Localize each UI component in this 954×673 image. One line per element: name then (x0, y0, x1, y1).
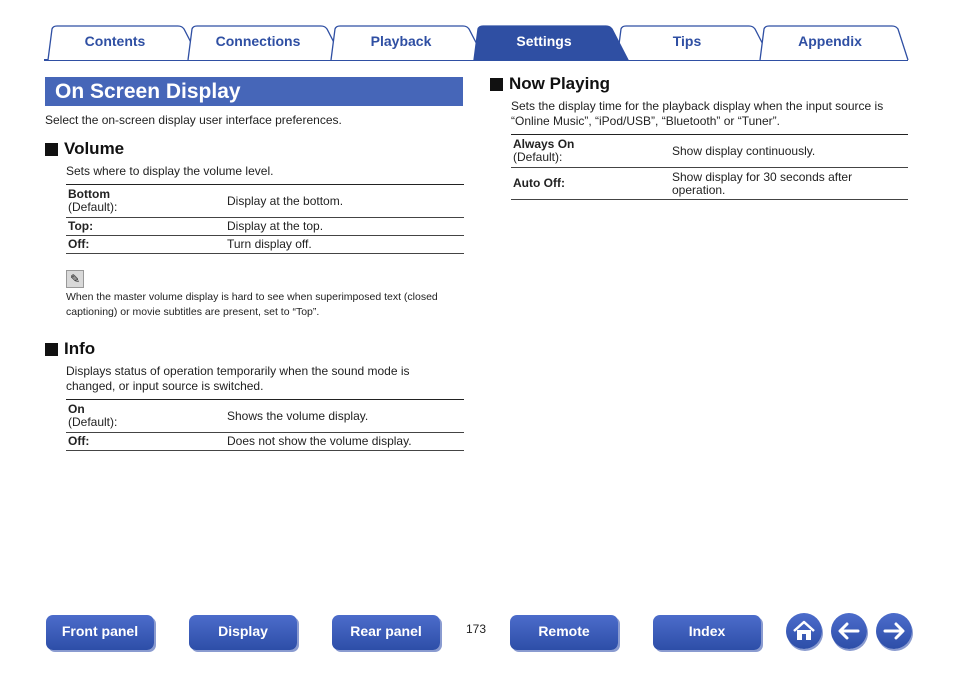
table-row (66, 400, 464, 433)
tab-playback[interactable]: Playback (370, 33, 432, 49)
table-row (66, 236, 464, 254)
forward-button[interactable] (876, 613, 912, 649)
forward-arrow-icon (881, 618, 907, 644)
option-name: Off: (68, 434, 90, 448)
table-row (511, 168, 908, 200)
volume-options-table (66, 184, 464, 254)
option-value: Display at the bottom. (225, 185, 464, 218)
tab-appendix[interactable]: Appendix (798, 33, 862, 49)
page-title: On Screen Display (45, 77, 463, 106)
page-intro: Select the on-screen display user interface preferences. (45, 113, 342, 127)
option-name: Auto Off: (513, 176, 565, 190)
volume-note: When the master volume display is hard to see when superimposed text (closed captioning) or movie subtitles are present, set to “Top”. (66, 291, 438, 318)
tab-shapes (0, 0, 954, 62)
option-key (66, 433, 225, 451)
option-key (66, 236, 225, 254)
option-key (66, 185, 225, 218)
square-bullet-icon (490, 78, 503, 91)
now-playing-options-table (511, 134, 908, 200)
square-bullet-icon (45, 343, 58, 356)
now-playing-description: Sets the display time for the playback display when the input source is “Online Music”, “iPod/USB”, “Bluetooth” or “Tuner”. (511, 99, 884, 128)
remote-button[interactable]: Remote (510, 615, 618, 650)
option-key (66, 218, 225, 236)
option-default-label: (Default): (68, 415, 118, 429)
option-value: Display at the top. (225, 218, 464, 236)
tab-settings[interactable]: Settings (516, 33, 572, 49)
volume-heading-text: Volume (64, 139, 125, 158)
option-name: On (68, 402, 85, 416)
home-icon (791, 618, 817, 644)
option-name: Bottom (68, 187, 110, 201)
home-button[interactable] (786, 613, 822, 649)
info-options-table (66, 399, 464, 451)
option-value: Turn display off. (225, 236, 464, 254)
volume-description: Sets where to display the volume level. (66, 164, 274, 178)
option-name: Off: (68, 237, 90, 251)
tab-bar (0, 0, 954, 62)
back-button[interactable] (831, 613, 867, 649)
option-default-label: (Default): (68, 200, 118, 214)
square-bullet-icon (45, 143, 58, 156)
table-row (66, 185, 464, 218)
option-value: Shows the volume display. (225, 400, 464, 433)
volume-heading (45, 139, 124, 159)
option-key (511, 135, 670, 168)
option-value: Show display for 30 seconds after operation. (670, 168, 908, 200)
now-playing-heading-text: Now Playing (509, 74, 611, 93)
page-number: 173 (466, 622, 487, 636)
now-playing-heading (490, 74, 610, 94)
back-arrow-icon (836, 618, 862, 644)
table-row (66, 433, 464, 451)
option-key (66, 400, 225, 433)
info-heading-text: Info (64, 339, 96, 358)
table-row (511, 135, 908, 168)
tab-connections[interactable]: Connections (215, 33, 301, 49)
option-key (511, 168, 670, 200)
index-button[interactable]: Index (653, 615, 761, 650)
rear-panel-button[interactable]: Rear panel (332, 615, 440, 650)
option-value: Does not show the volume display. (225, 433, 464, 451)
front-panel-button[interactable]: Front panel (46, 615, 154, 650)
option-name: Top: (68, 219, 94, 233)
tab-tips[interactable]: Tips (672, 33, 702, 49)
info-heading (45, 339, 95, 359)
pencil-note-icon: ✎ (66, 270, 84, 288)
tab-contents[interactable]: Contents (84, 33, 146, 49)
table-row (66, 218, 464, 236)
info-description: Displays status of operation temporarily when the sound mode is changed, or input source is switched. (66, 364, 410, 393)
display-button[interactable]: Display (189, 615, 297, 650)
option-name: Always On (513, 137, 575, 151)
option-default-label: (Default): (513, 150, 563, 164)
option-value: Show display continuously. (670, 135, 908, 168)
